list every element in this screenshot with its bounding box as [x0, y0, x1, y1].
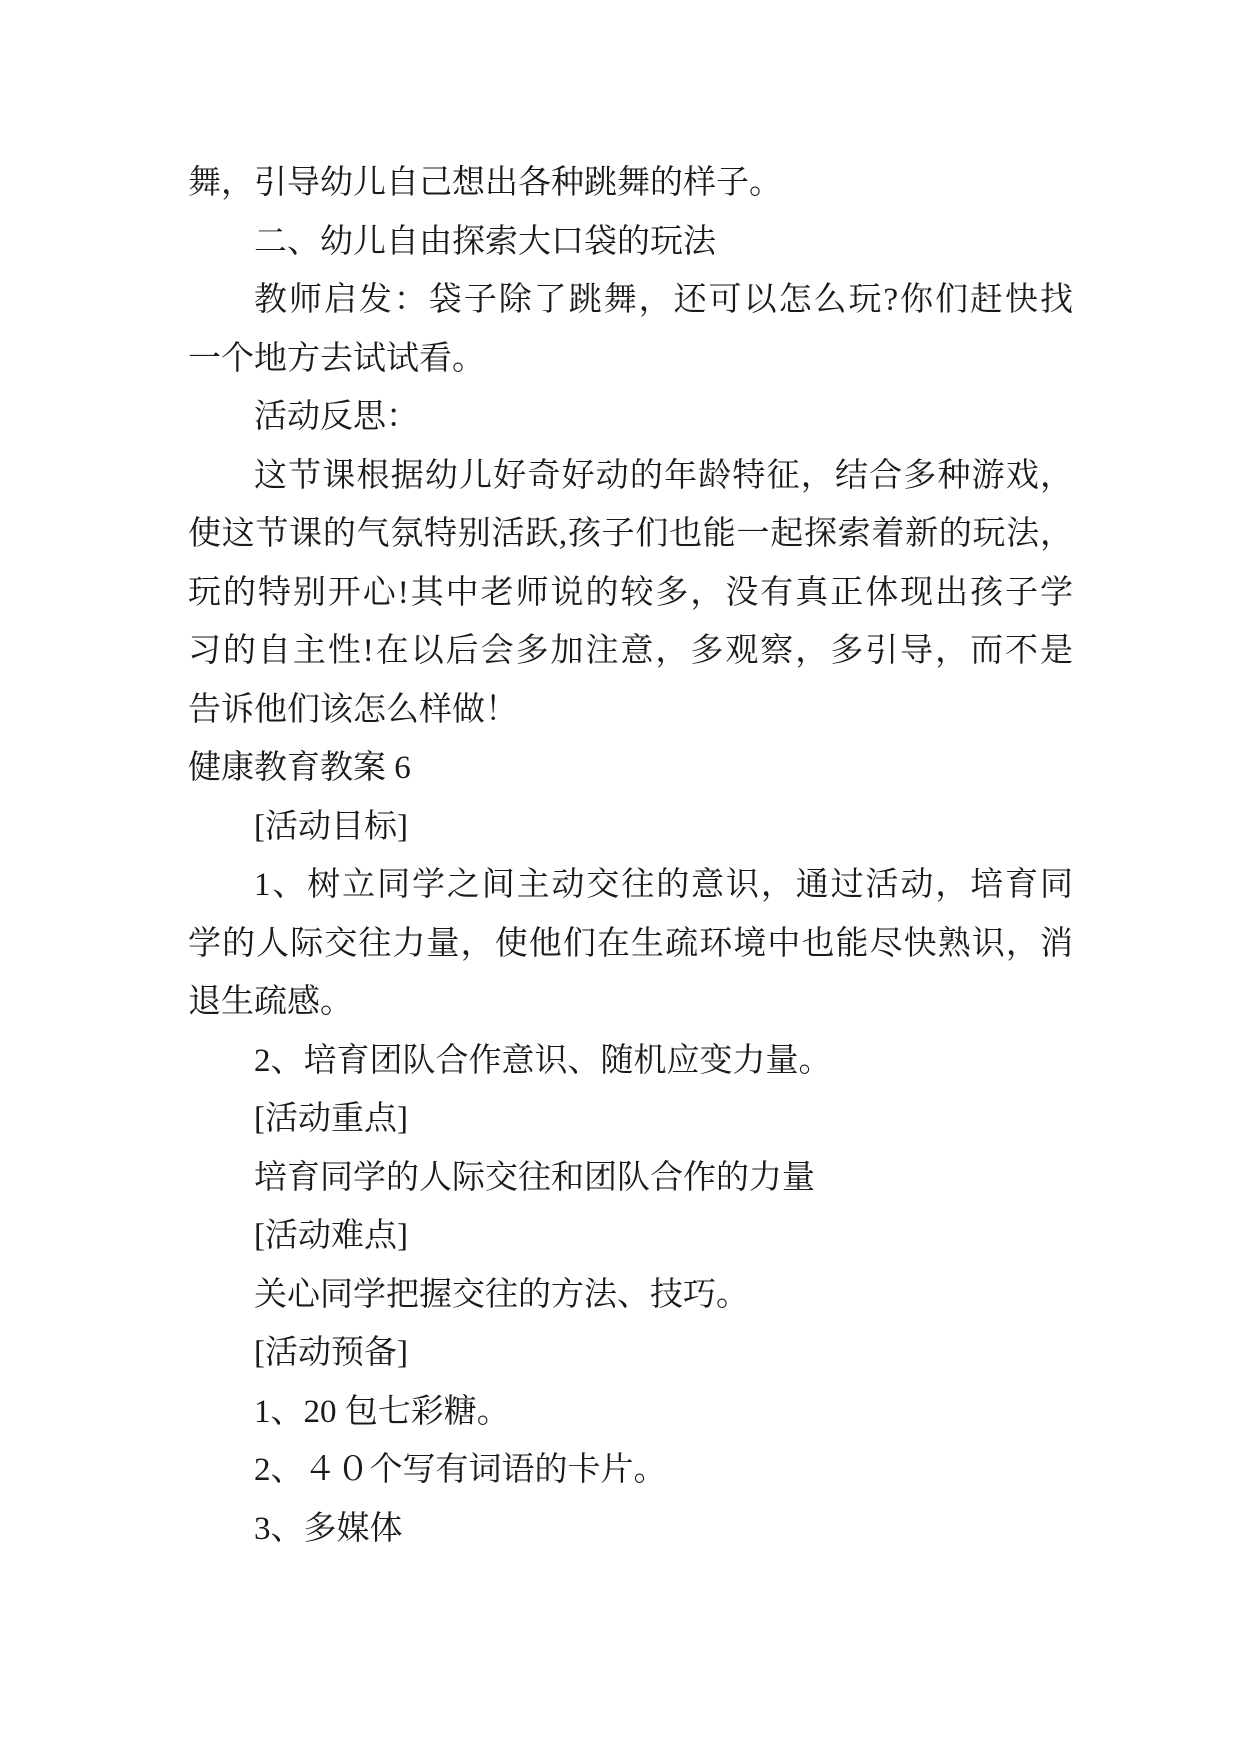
text-line: [活动难点] [254, 1218, 408, 1254]
text-line: 2、４０个写有词语的卡片。 [254, 1452, 667, 1488]
text-line: 二、幼儿自由探索大口袋的玩法 [254, 223, 716, 260]
text-line: 告诉他们该怎么样做！ [188, 691, 518, 728]
text-line: 这节课根据幼儿好奇好动的年龄特征，结合多种游戏， [254, 457, 1073, 494]
text-line: [活动重点] [254, 1101, 408, 1137]
text-line: 健康教育教案 6 [188, 750, 411, 786]
text-line: 玩的特别开心!其中老师说的较多，没有真正体现出孩子学 [188, 574, 1073, 611]
text-line: 一个地方去试试看。 [188, 340, 485, 377]
text-line: 退生疏感。 [188, 984, 353, 1020]
text-line: 舞，引导幼儿自己想出各种跳舞的样子。 [188, 165, 782, 201]
text-line: [活动预备] [254, 1335, 408, 1371]
text-line: [活动目标] [254, 808, 408, 845]
text-line: 关心同学把握交往的方法、技巧。 [254, 1276, 749, 1313]
text-line: 习的自主性!在以后会多加注意，多观察，多引导，而不是 [188, 633, 1073, 669]
text-line: 2、培育团队合作意识、随机应变力量。 [254, 1042, 832, 1079]
text-line: 教师启发：袋子除了跳舞，还可以怎么玩?你们赶快找 [254, 282, 1073, 318]
text-line: 1、树立同学之间主动交往的意识，通过活动，培育同 [254, 867, 1073, 903]
text-line: 1、20 包七彩糖。 [254, 1393, 510, 1430]
text-line: 3、多媒体 [254, 1510, 403, 1547]
text-block [188, 154, 1073, 1558]
text-line: 培育同学的人际交往和团队合作的力量 [254, 1159, 815, 1196]
text-line: 使这节课的气氛特别活跃,孩子们也能一起探索着新的玩法， [188, 516, 1073, 552]
text-line: 学的人际交往力量，使他们在生疏环境中也能尽快熟识，消 [188, 925, 1073, 962]
text-line: 活动反思： [254, 399, 419, 435]
